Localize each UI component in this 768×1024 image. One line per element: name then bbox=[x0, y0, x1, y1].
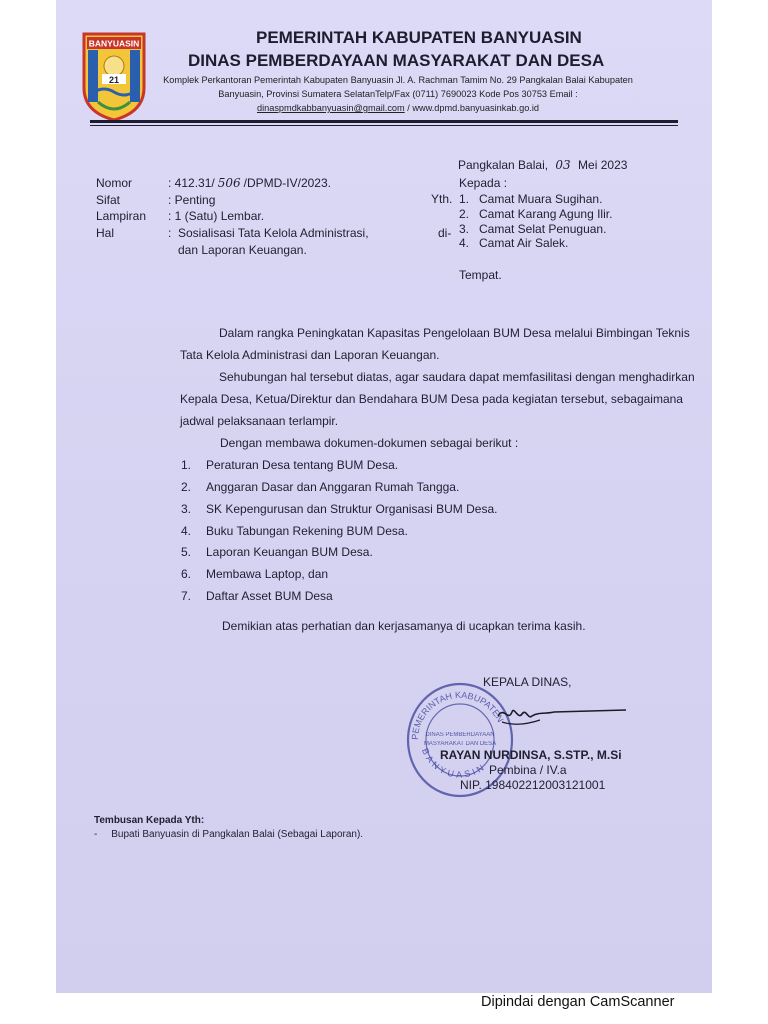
letterhead-rule-thin bbox=[90, 125, 678, 126]
document-page bbox=[56, 0, 712, 993]
date-day-handwritten: 03 bbox=[555, 158, 571, 172]
nomor-suffix: /DPMD-IV/2023. bbox=[243, 176, 331, 190]
stamp-bottom-text: BANYUASIN bbox=[419, 746, 489, 780]
signatory-nip: NIP. 198402212003121001 bbox=[460, 778, 606, 792]
cc-item: - Bupati Banyuasin di Pangkalan Balai (Sebagai Laporan). bbox=[94, 829, 364, 840]
address-line-2: Banyuasin, Provinsi Sumatera SelatanTelp/Fax (0711) 7690023 Kode Pos 30753 Email : bbox=[218, 89, 578, 99]
letter-date bbox=[458, 158, 627, 172]
letterhead-title-agency: DINAS PEMBERDAYAAN MASYARAKAT DAN DESA bbox=[188, 51, 605, 70]
contact-line bbox=[156, 101, 640, 115]
cc-title: Tembusan Kepada Yth: bbox=[94, 815, 205, 826]
address-line-1: Komplek Perkantoran Pemerintah Kabupaten Banyuasin Jl. A. Rachman Tamim No. 29 Pangkalan Balai Kabupaten bbox=[163, 75, 633, 85]
nomor-label: Nomor bbox=[96, 176, 133, 190]
signatory-rank: Pembina / IV.a bbox=[489, 763, 567, 777]
sifat-value: : Penting bbox=[168, 193, 216, 207]
hal-colon: : bbox=[168, 226, 172, 240]
date-place: Pangkalan Balai, bbox=[458, 158, 549, 172]
paragraph-2-line-3: jadwal pelaksanaan terlampir. bbox=[180, 414, 339, 428]
letterhead-title-government: PEMERINTAH KABUPATEN BANYUASIN bbox=[256, 28, 582, 47]
hal-label: Hal bbox=[96, 226, 115, 240]
signatory-title: KEPALA DINAS, bbox=[483, 675, 572, 689]
stamp-center-line-2: MASYARAKAT DAN DESA bbox=[423, 741, 497, 747]
nomor-handwritten: 506 bbox=[217, 176, 241, 190]
sifat-label: Sifat bbox=[96, 193, 121, 207]
closing-sentence: Demikian atas perhatian dan kerjasamanya di ucapkan terima kasih. bbox=[222, 619, 586, 633]
letterhead-rule-thick bbox=[90, 120, 678, 123]
stamp-center-line-1: DINAS PEMBERDAYAAN bbox=[425, 732, 495, 738]
paragraph-1-line-1: Dalam rangka Peningkatan Kapasitas Pengelolaan BUM Desa melalui Bimbingan Teknis bbox=[219, 326, 690, 340]
nomor-value bbox=[168, 176, 331, 190]
signatory-name: RAYAN NURDINSA, S.STP., M.Si bbox=[440, 748, 622, 762]
date-month-year: Mei 2023 bbox=[578, 158, 628, 172]
lampiran-value: : 1 (Satu) Lembar. bbox=[168, 209, 265, 223]
handwritten-signature bbox=[494, 700, 630, 736]
paragraph-2-line-1: Sehubungan hal tersebut diatas, agar saudara dapat memfasilitasi dengan menghadirkan bbox=[219, 370, 695, 384]
hal-value-line-2: dan Laporan Keuangan. bbox=[178, 243, 307, 257]
stamp-top-text: PEMERINTAH KABUPATEN bbox=[409, 689, 506, 741]
scanner-watermark: Dipindai dengan CamScanner bbox=[481, 994, 675, 1010]
kepada-label: Kepada : bbox=[459, 176, 508, 190]
logo-text: BANYUASIN bbox=[88, 38, 140, 49]
website-text: / www.dpmd.banyuasinkab.go.id bbox=[404, 103, 540, 113]
di-label: di- bbox=[438, 226, 452, 240]
letterhead-address bbox=[156, 73, 640, 115]
yth-label: Yth. bbox=[431, 192, 453, 206]
email-link[interactable]: dinaspmdkabbanyuasin@gmail.com bbox=[256, 103, 405, 113]
tempat-label: Tempat. bbox=[459, 268, 502, 282]
paragraph-1-line-2: Tata Kelola Administrasi dan Laporan Keuangan. bbox=[180, 348, 440, 362]
paragraph-3: Dengan membawa dokumen-dokumen sebagai berikut : bbox=[220, 436, 519, 450]
lampiran-label: Lampiran bbox=[96, 209, 147, 223]
paragraph-2-line-2: Kepala Desa, Ketua/Direktur dan Bendahara BUM Desa pada kegiatan tersebut, sebagaimana bbox=[180, 392, 683, 406]
hal-value-line-1: Sosialisasi Tata Kelola Administrasi, bbox=[178, 226, 369, 240]
banyuasin-logo bbox=[80, 30, 148, 122]
logo-numbers: 21 bbox=[108, 75, 120, 85]
nomor-prefix: : 412.31/ bbox=[168, 176, 215, 190]
